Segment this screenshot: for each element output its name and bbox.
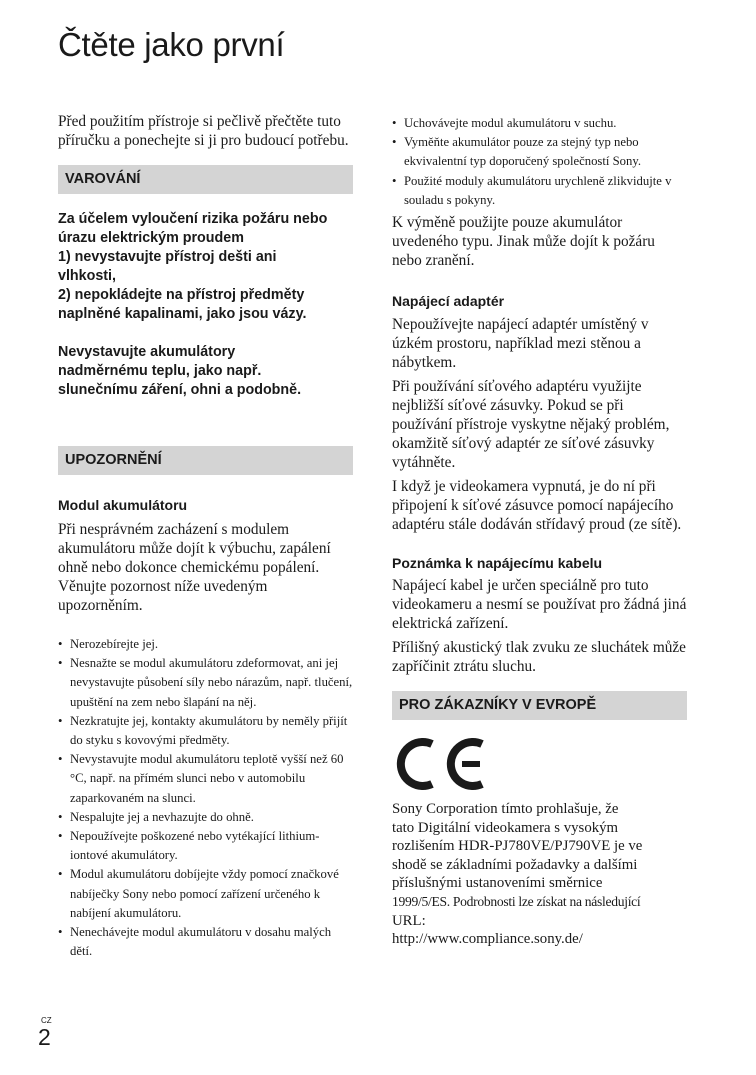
declaration-line: shodě se základními požadavky a dalšími <box>392 856 638 873</box>
list-item: • Nenechávejte modul akumulátoru v dosahu malých dětí. <box>58 923 353 961</box>
right-column <box>392 114 687 949</box>
adapter-paragraph-3: I když je videokamera vypnutá, je do ní při připojení k síťové zásuvce pomocí napájecího adaptéru stále dodáván střídavý proud (ze sítě). <box>392 478 682 534</box>
list-item: • Nevystavujte modul akumulátoru teplotě vyšší než 60 °C, např. na přímém slunci nebo v automobilu zaparkovaném na slunci. <box>58 750 353 808</box>
warning-line: Nevystavujte akumulátory <box>58 344 236 360</box>
cable-paragraph-1: Napájecí kabel je určen speciálně pro tuto videokameru a nesmí se používat pro žádná jiná elektrická zařízení. <box>392 577 687 633</box>
storage-bullet-list <box>392 114 687 210</box>
list-item: • Vyměňte akumulátor pouze za stejný typ nebo ekvivalentní typ doporučený společností Sony. <box>392 133 687 171</box>
warning-line: 1) nevystavujte přístroj dešti ani <box>58 249 277 265</box>
list-item: • Použité moduly akumulátoru urychleně zlikvidujte v souladu s pokyny. <box>392 172 687 210</box>
intro-paragraph: Před použitím přístroje si pečlivě přečtěte tuto příručku a ponechejte si ji pro budoucí potřebu. <box>58 113 349 149</box>
adapter-paragraph-2: Při používání síťového adaptéru využijte nejbližší síťové zásuvky. Pokud se při používání přístroje vyskytne nějaký problém, okamžitě síťový adaptér ze síťové zásuvky vytáhněte. <box>392 378 670 472</box>
battery-bullet-list <box>58 635 353 961</box>
declaration-line: rozlišením HDR-PJ780VE/PJ790VE je ve <box>392 838 643 855</box>
page-language-code: CZ <box>41 1016 52 1025</box>
list-item: • Modul akumulátoru dobíjejte vždy pomocí značkové nabíječky Sony nebo pomocí zařízení určeného k nabíjení akumulátoru. <box>58 865 353 923</box>
warning-heading: VAROVÁNÍ <box>58 165 353 194</box>
declaration-line: Sony Corporation tímto prohlašuje, že <box>392 801 619 818</box>
declaration-line: tato Digitální videokamera s vysokým <box>392 819 619 836</box>
warning-block <box>58 210 353 324</box>
list-item: • Uchovávejte modul akumulátoru v suchu. <box>392 114 687 133</box>
declaration-line: 1999/5/ES. Podrobnosti lze získat na následující <box>392 893 641 909</box>
list-item: • Nezkratujte jej, kontakty akumulátoru by neměly přijít do styku s kovovými předměty. <box>58 712 353 750</box>
list-item: • Nespalujte jej a nevhazujte do ohně. <box>58 808 353 827</box>
warning-line: naplněné kapalinami, jako jsou vázy. <box>58 306 307 322</box>
warning-line: Za účelem vyloučení rizika požáru nebo <box>58 211 328 227</box>
warning-line: 2) nepokládejte na přístroj předměty <box>58 287 305 303</box>
warning-line: slunečnímu záření, ohni a podobně. <box>58 382 302 398</box>
warning-line: úrazu elektrickým proudem <box>58 230 244 246</box>
compliance-url: http://www.compliance.sony.de/ <box>392 931 583 948</box>
warning-line: nadměrnému teplu, jako např. <box>58 363 262 379</box>
cable-paragraph-2: Přílišný akustický tlak zvuku ze sluchátek může zapříčinit ztrátu sluchu. <box>392 639 686 676</box>
battery-paragraph: Při nesprávném zacházení s modulem akumulátoru může dojít k výbuchu, zapálení ohně nebo dokonce chemickému popálení. Věnujte pozornost níže uvedeným upozorněním. <box>58 521 331 614</box>
declaration-line: příslušnými ustanoveními směrnice <box>392 875 603 892</box>
europe-heading: PRO ZÁKAZNÍKY V EVROPĚ <box>392 691 687 720</box>
battery-heading: Modul akumulátoru <box>58 497 188 513</box>
cable-heading: Poznámka k napájecímu kabelu <box>392 555 603 572</box>
declaration-line: URL: <box>392 912 426 929</box>
list-item: • Nepoužívejte poškozené nebo vytékající lithium-iontové akumulátory. <box>58 827 353 865</box>
left-column <box>58 112 353 961</box>
page-number: 2 <box>38 1024 51 1050</box>
warning-line: vlhkosti, <box>58 268 116 284</box>
declaration-block <box>392 800 687 949</box>
caution-heading: UPOZORNĚNÍ <box>58 446 353 475</box>
page-title: Čtěte jako první <box>58 26 285 63</box>
adapter-heading: Napájecí adaptér <box>392 293 505 310</box>
ce-mark-icon <box>394 734 490 794</box>
list-item: • Nesnažte se modul akumulátoru zdeformovat, ani jej nevystavujte působení síly nebo nárazům, např. tlučení, upuštění na zem nebo šlapání na něj. <box>58 654 353 712</box>
adapter-paragraph-1: Nepoužívejte napájecí adaptér umístěný v úzkém prostoru, například mezi stěnou a nábytkem. <box>392 316 649 372</box>
list-item: • Nerozebírejte jej. <box>58 635 353 654</box>
replace-paragraph: K výměně použijte pouze akumulátor uvedeného typu. Jinak může dojít k požáru nebo zranění. <box>392 214 655 270</box>
battery-heat-warning <box>58 343 353 400</box>
